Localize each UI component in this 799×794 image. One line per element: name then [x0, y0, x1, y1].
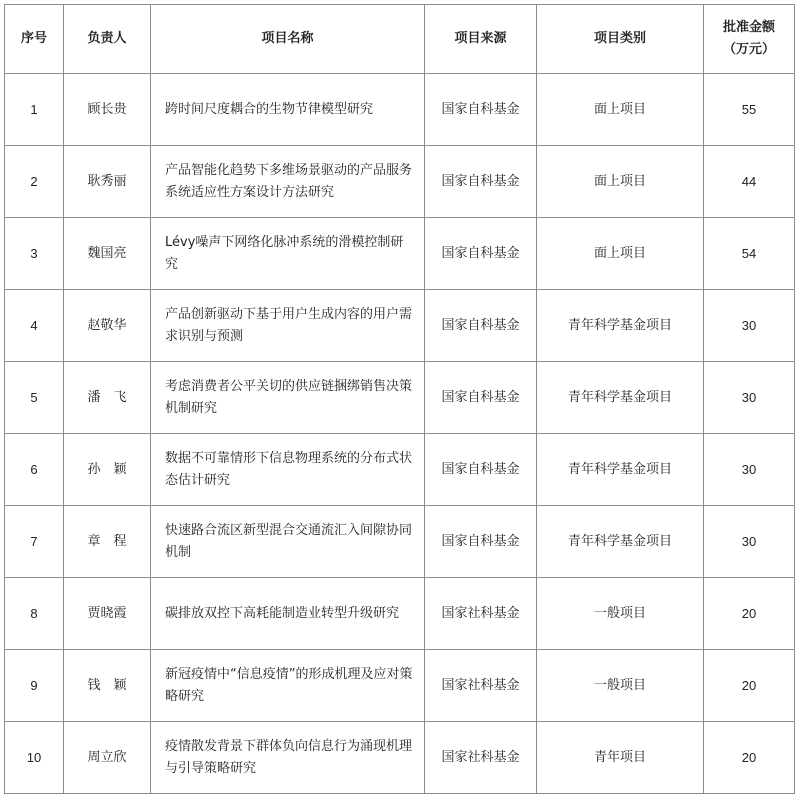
row-source: 国家自科基金: [425, 434, 537, 506]
row-category: 青年科学基金项目: [537, 506, 704, 578]
header-project: 项目名称: [151, 5, 425, 74]
row-category: 面上项目: [537, 218, 704, 290]
table-row: [5, 506, 795, 578]
table-row: [5, 722, 795, 794]
row-project: 产品智能化趋势下多维场景驱动的产品服务系统适应性方案设计方法研究: [151, 146, 425, 218]
row-person: 贾晓霞: [64, 578, 151, 650]
row-person: 顾长贵: [64, 74, 151, 146]
row-project: 跨时间尺度耦合的生物节律模型研究: [151, 74, 425, 146]
row-project: 疫情散发背景下群体负向信息行为涌现机理与引导策略研究: [151, 722, 425, 794]
header-category: 项目类别: [537, 5, 704, 74]
table-row: [5, 362, 795, 434]
header-amount-line1: 批准金额: [722, 20, 775, 35]
row-source: 国家社科基金: [425, 650, 537, 722]
row-seq: 1: [5, 74, 64, 146]
row-amount: 30: [704, 506, 795, 578]
header-seq: 序号: [5, 5, 64, 74]
row-source: 国家自科基金: [425, 218, 537, 290]
row-source: 国家自科基金: [425, 290, 537, 362]
row-category: 青年科学基金项目: [537, 290, 704, 362]
header-amount-line2: （万元）: [722, 42, 775, 57]
row-seq: 7: [5, 506, 64, 578]
row-amount: 20: [704, 578, 795, 650]
row-seq: 8: [5, 578, 64, 650]
row-seq: 6: [5, 434, 64, 506]
row-category: 一般项目: [537, 650, 704, 722]
row-project: Lévy噪声下网络化脉冲系统的滑模控制研究: [151, 218, 425, 290]
row-category: 面上项目: [537, 74, 704, 146]
row-project: 新冠疫情中“信息疫情”的形成机理及应对策略研究: [151, 650, 425, 722]
row-project: 数据不可靠情形下信息物理系统的分布式状态估计研究: [151, 434, 425, 506]
row-source: 国家社科基金: [425, 578, 537, 650]
row-seq: 3: [5, 218, 64, 290]
row-person: 周立欣: [64, 722, 151, 794]
row-seq: 4: [5, 290, 64, 362]
table-row: [5, 578, 795, 650]
row-person: 耿秀丽: [64, 146, 151, 218]
table-row: [5, 146, 795, 218]
header-amount: [704, 5, 795, 74]
table-row: [5, 650, 795, 722]
row-seq: 5: [5, 362, 64, 434]
row-person: 孙 颖: [64, 434, 151, 506]
row-amount: 20: [704, 650, 795, 722]
row-amount: 20: [704, 722, 795, 794]
row-category: 青年科学基金项目: [537, 362, 704, 434]
row-category: 青年项目: [537, 722, 704, 794]
row-project: 考虑消费者公平关切的供应链捆绑销售决策机制研究: [151, 362, 425, 434]
row-amount: 44: [704, 146, 795, 218]
row-person: 潘 飞: [64, 362, 151, 434]
row-seq: 10: [5, 722, 64, 794]
row-person: 赵敬华: [64, 290, 151, 362]
row-project: 快速路合流区新型混合交通流汇入间隙协同机制: [151, 506, 425, 578]
row-amount: 30: [704, 434, 795, 506]
row-category: 面上项目: [537, 146, 704, 218]
header-person: 负责人: [64, 5, 151, 74]
row-seq: 2: [5, 146, 64, 218]
header-row: [5, 5, 795, 74]
row-amount: 54: [704, 218, 795, 290]
row-category: 一般项目: [537, 578, 704, 650]
row-source: 国家自科基金: [425, 362, 537, 434]
table-row: [5, 290, 795, 362]
row-person: 钱 颖: [64, 650, 151, 722]
row-source: 国家自科基金: [425, 506, 537, 578]
row-category: 青年科学基金项目: [537, 434, 704, 506]
row-amount: 55: [704, 74, 795, 146]
row-source: 国家社科基金: [425, 722, 537, 794]
row-seq: 9: [5, 650, 64, 722]
table-row: [5, 74, 795, 146]
project-table: [4, 4, 795, 794]
row-person: 魏国亮: [64, 218, 151, 290]
row-project: 碳排放双控下高耗能制造业转型升级研究: [151, 578, 425, 650]
row-project: 产品创新驱动下基于用户生成内容的用户需求识别与预测: [151, 290, 425, 362]
row-amount: 30: [704, 362, 795, 434]
row-source: 国家自科基金: [425, 146, 537, 218]
row-amount: 30: [704, 290, 795, 362]
row-person: 章 程: [64, 506, 151, 578]
header-source: 项目来源: [425, 5, 537, 74]
table-row: [5, 218, 795, 290]
table-row: [5, 434, 795, 506]
row-source: 国家自科基金: [425, 74, 537, 146]
